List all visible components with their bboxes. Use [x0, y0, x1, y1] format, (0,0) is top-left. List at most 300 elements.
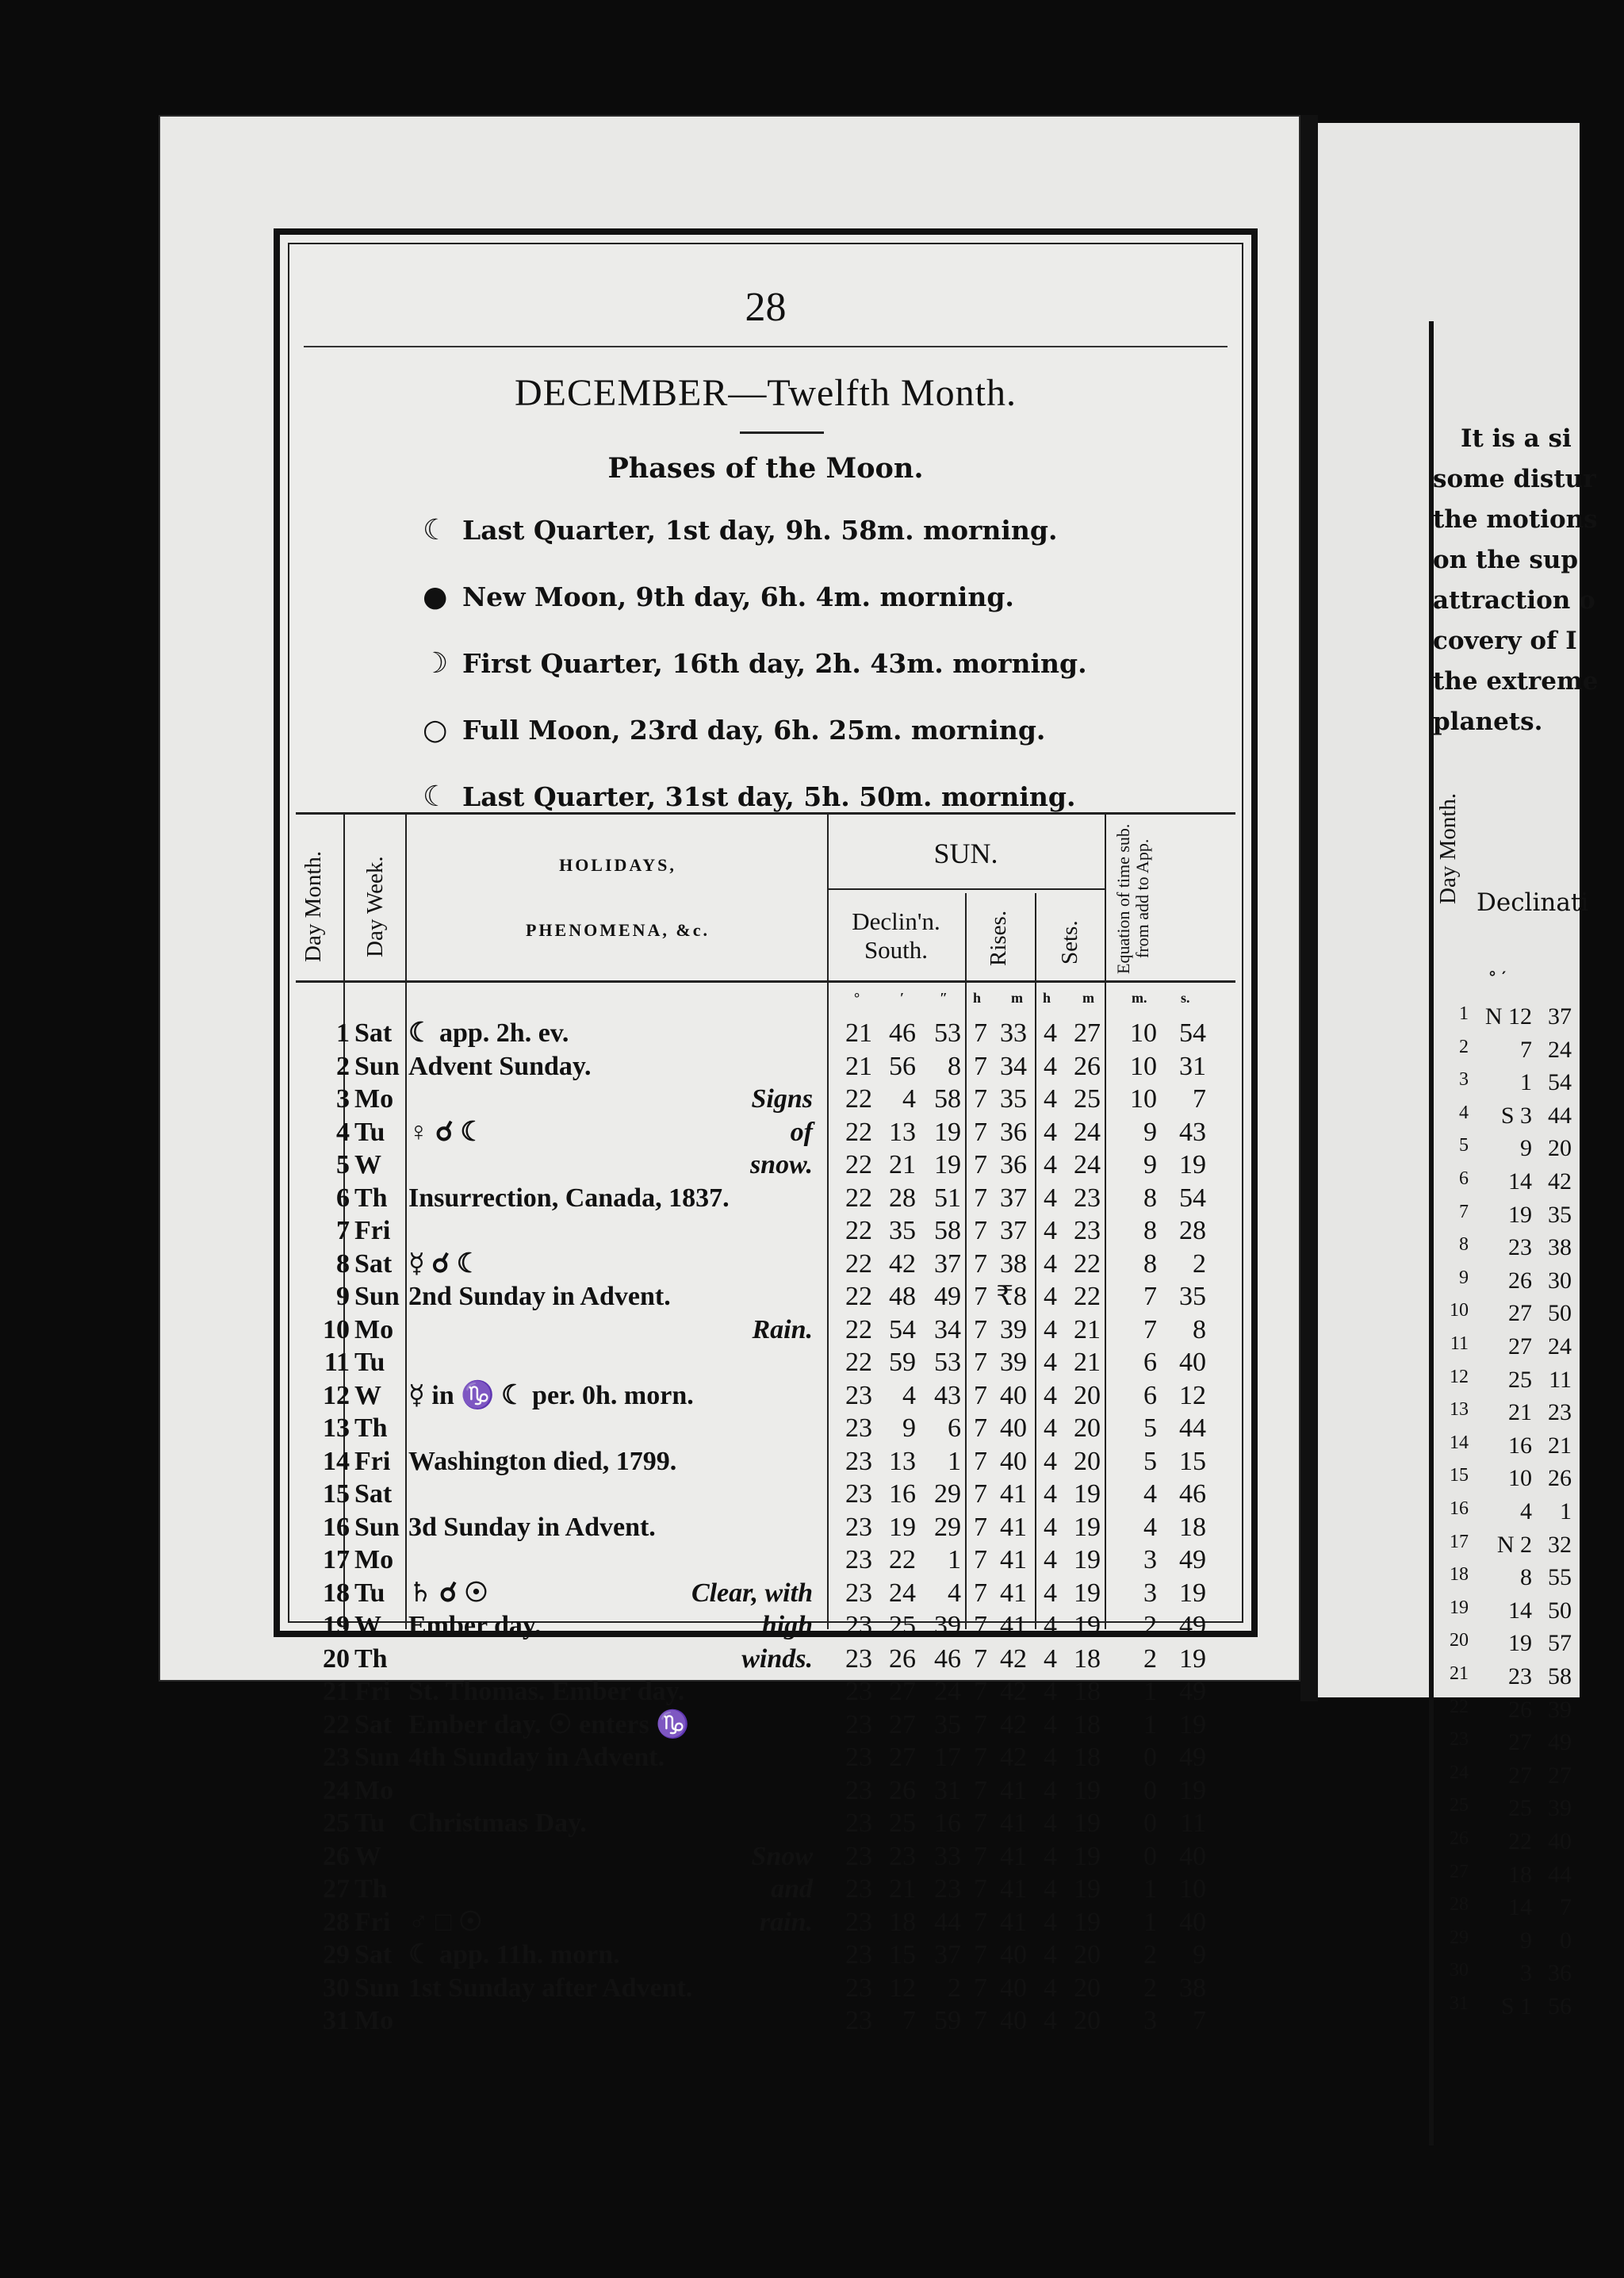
declination-degrees: 23 [845, 1643, 872, 1674]
right-minutes: 38 [1548, 1234, 1572, 1261]
header-declination: Declin'n. [852, 907, 940, 935]
declination-minutes: 26 [889, 1643, 916, 1674]
table-row [289, 1807, 1233, 1839]
right-degrees: 9 [1520, 1135, 1532, 1162]
right-minutes: 55 [1548, 1564, 1572, 1591]
equation-minutes: 3 [1143, 1545, 1157, 1574]
header-rule [304, 346, 1228, 347]
right-minutes: 35 [1548, 1201, 1572, 1228]
table-row [289, 1643, 1233, 1675]
holiday-phenomena: ☾ app. 2h. ev. [408, 1018, 569, 1048]
right-day: 1 [1459, 1003, 1469, 1024]
equation-minutes: 5 [1143, 1413, 1157, 1443]
right-minutes: 11 [1549, 1366, 1572, 1393]
day-of-week: W [354, 1841, 381, 1871]
right-day: 5 [1459, 1135, 1469, 1156]
day-of-week: Sun [354, 1973, 400, 2003]
right-day: 2 [1459, 1036, 1469, 1057]
header-sets: Sets. [1057, 920, 1082, 965]
day-of-week: W [354, 1150, 381, 1179]
equation-seconds: 54 [1179, 1183, 1206, 1213]
right-day: 28 [1450, 1894, 1469, 1916]
right-minutes: 44 [1548, 1102, 1572, 1129]
sunrise-minute: 35 [1000, 1084, 1027, 1114]
sunset-hour: 4 [1044, 1578, 1057, 1608]
right-day: 25 [1450, 1795, 1469, 1816]
declination-degrees: 23 [845, 1446, 872, 1476]
sunrise-minute: 41 [1000, 1512, 1027, 1542]
declination-seconds: 53 [934, 1348, 961, 1377]
day-of-month: 26 [323, 1841, 350, 1871]
holiday-phenomena: ♀ ☌ ☾ [408, 1117, 485, 1147]
table-row [289, 1873, 1233, 1905]
sunrise-minute: 41 [1000, 1611, 1027, 1640]
declination-minutes: 18 [889, 1907, 916, 1937]
holiday-phenomena: Insurrection, Canada, 1837. [408, 1183, 730, 1213]
declination-degrees: 23 [845, 1578, 872, 1608]
header-day-month: Day Month. [301, 850, 326, 963]
sunrise-hour: 7 [974, 1248, 987, 1279]
equation-seconds: 19 [1179, 1643, 1206, 1674]
sunset-minute: 22 [1074, 1248, 1101, 1279]
header-bottom-rule [296, 980, 1235, 983]
sunset-hour: 4 [1044, 1380, 1057, 1410]
sunset-hour: 4 [1044, 1743, 1057, 1772]
right-header-declination: Declinati [1477, 888, 1589, 917]
unit-rise-minutes: m [1011, 990, 1023, 1006]
equation-seconds: 19 [1179, 1775, 1206, 1805]
table-row [289, 1478, 1233, 1510]
moon-phase-item [423, 514, 1057, 546]
declination-minutes: 9 [902, 1413, 916, 1443]
day-of-month: 30 [323, 1973, 350, 2003]
table-row [289, 1214, 1233, 1247]
declination-seconds: 59 [934, 2006, 961, 2035]
sunrise-hour: 7 [974, 1084, 987, 1114]
declination-seconds: 53 [934, 1018, 961, 1048]
day-of-month: 25 [323, 1808, 350, 1838]
equation-minutes: 6 [1143, 1348, 1157, 1377]
right-minutes: 20 [1548, 1135, 1572, 1162]
declination-minutes: 56 [889, 1051, 916, 1081]
day-of-week: Sat [354, 1940, 393, 1969]
day-of-week: Mo [354, 1775, 394, 1805]
right-degrees: 14 [1508, 1168, 1532, 1195]
declination-degrees: 23 [845, 1940, 872, 1969]
first-quarter-icon: ☽ [423, 647, 449, 680]
sunset-minute: 20 [1074, 1413, 1101, 1443]
sunrise-minute: 41 [1000, 1578, 1027, 1608]
sun-header-rule [827, 888, 1105, 890]
declination-seconds: 35 [934, 1709, 961, 1739]
day-of-week: Th [354, 1183, 388, 1213]
declination-degrees: 23 [845, 1841, 872, 1871]
sunrise-hour: 7 [974, 1907, 987, 1937]
day-of-week: Fri [354, 1446, 391, 1476]
equation-minutes: 1 [1143, 1709, 1157, 1739]
declination-minutes: 21 [889, 1874, 916, 1904]
sunrise-hour: 7 [974, 1051, 987, 1081]
sunset-minute: 20 [1074, 1940, 1101, 1969]
sunrise-minute: 37 [1000, 1216, 1027, 1245]
holiday-phenomena: ☿ in ♑ ☾ per. 0h. morn. [408, 1380, 694, 1410]
sunrise-minute: 42 [1000, 1677, 1027, 1706]
sunset-hour: 4 [1044, 1018, 1057, 1048]
equation-seconds: 38 [1179, 1973, 1206, 2003]
sunset-hour: 4 [1044, 1611, 1057, 1640]
sunset-minute: 23 [1074, 1216, 1101, 1245]
table-row [289, 1939, 1233, 1971]
sunset-hour: 4 [1044, 1973, 1057, 2003]
sunrise-hour: 7 [974, 1512, 987, 1542]
right-day: 12 [1450, 1366, 1469, 1387]
declination-degrees: 22 [845, 1150, 872, 1179]
right-minutes: 50 [1548, 1300, 1572, 1327]
header-sun: SUN. [933, 838, 998, 869]
declination-minutes: 48 [889, 1282, 916, 1311]
sunrise-minute: ₹8 [996, 1282, 1027, 1311]
declination-minutes: 13 [889, 1117, 916, 1147]
right-day: 11 [1450, 1333, 1469, 1354]
table-row [289, 1182, 1233, 1214]
right-day: 17 [1450, 1531, 1469, 1552]
day-of-month: 1 [336, 1018, 350, 1048]
right-degrees: 27 [1508, 1333, 1532, 1360]
day-of-week: Fri [354, 1907, 391, 1937]
declination-minutes: 4 [902, 1084, 916, 1114]
table-row [289, 1774, 1233, 1807]
sunset-hour: 4 [1044, 1183, 1057, 1213]
sunset-minute: 26 [1074, 1051, 1101, 1081]
equation-minutes: 6 [1143, 1380, 1157, 1410]
weather-note: rain. [759, 1907, 813, 1937]
moon-phase-item [423, 581, 1014, 613]
equation-seconds: 44 [1179, 1413, 1206, 1443]
unit-equation-seconds: s. [1181, 990, 1190, 1006]
weather-note: Rain. [752, 1314, 813, 1344]
sunrise-minute: 40 [1000, 1380, 1027, 1410]
right-page-text-line: planets. [1433, 708, 1543, 736]
day-of-month: 19 [323, 1611, 350, 1640]
equation-minutes: 8 [1143, 1216, 1157, 1245]
sunrise-hour: 7 [974, 1117, 987, 1147]
right-day: 10 [1450, 1300, 1469, 1321]
right-page-text-line: attraction o [1433, 586, 1595, 615]
day-of-week: W [354, 1380, 381, 1410]
declination-degrees: 23 [845, 1808, 872, 1838]
right-day: 16 [1450, 1498, 1469, 1519]
equation-seconds: 8 [1193, 1314, 1206, 1344]
unit-set-minutes: m [1082, 990, 1094, 1006]
right-minutes: 40 [1548, 1828, 1572, 1854]
equation-seconds: 49 [1179, 1677, 1206, 1706]
day-of-month: 17 [323, 1545, 350, 1574]
declination-seconds: 4 [948, 1578, 961, 1608]
day-of-month: 7 [336, 1216, 350, 1245]
right-minutes: 32 [1548, 1531, 1572, 1558]
day-of-week: W [354, 1611, 381, 1640]
sunrise-hour: 7 [974, 1841, 987, 1871]
declination-seconds: 34 [934, 1314, 961, 1344]
declination-minutes: 26 [889, 1775, 916, 1805]
table-row [289, 1708, 1233, 1741]
day-of-month: 5 [336, 1150, 350, 1179]
declination-minutes: 27 [889, 1743, 916, 1772]
moon-phases-heading: Phases of the Moon. [607, 452, 924, 485]
right-minutes: 24 [1548, 1333, 1572, 1360]
table-row [289, 1675, 1233, 1708]
day-of-week: Tu [354, 1578, 385, 1608]
moon-phase-text: Last Quarter, 1st day, 9h. 58m. morning. [462, 515, 1058, 546]
day-of-month: 9 [336, 1282, 350, 1311]
moon-phase-item [423, 647, 1087, 680]
holiday-phenomena: 3d Sunday in Advent. [408, 1512, 656, 1542]
day-of-week: Mo [354, 1314, 394, 1344]
equation-seconds: 40 [1179, 1841, 1206, 1871]
sunset-minute: 23 [1074, 1183, 1101, 1213]
declination-degrees: 23 [845, 1677, 872, 1706]
sunset-hour: 4 [1044, 1348, 1057, 1377]
right-day: 21 [1450, 1663, 1469, 1684]
moon-phase-text: Full Moon, 23rd day, 6h. 25m. morning. [462, 715, 1046, 746]
sunset-minute: 18 [1074, 1643, 1101, 1674]
day-of-month: 11 [324, 1348, 350, 1377]
day-of-week: Sat [354, 1018, 393, 1048]
right-page-text-line: It is a si [1461, 424, 1572, 453]
declination-minutes: 35 [889, 1216, 916, 1245]
sunset-hour: 4 [1044, 1775, 1057, 1805]
equation-seconds: 46 [1179, 1479, 1206, 1509]
right-day: 23 [1450, 1729, 1469, 1751]
sunrise-hour: 7 [974, 1216, 987, 1245]
declination-degrees: 21 [845, 1051, 872, 1081]
last-quarter-icon: ☾ [423, 514, 449, 546]
sunset-minute: 27 [1074, 1018, 1101, 1048]
full-moon-icon: ○ [423, 714, 448, 746]
holiday-phenomena: Christmas Day. [408, 1808, 587, 1838]
declination-seconds: 31 [934, 1775, 961, 1805]
declination-minutes: 13 [889, 1446, 916, 1476]
day-of-week: Sat [354, 1479, 393, 1509]
equation-minutes: 5 [1143, 1446, 1157, 1476]
equation-minutes: 8 [1143, 1248, 1157, 1279]
declination-seconds: 33 [934, 1841, 961, 1871]
almanac-frame [274, 228, 1258, 2035]
holiday-phenomena: ☿ ☌ ☾ [408, 1248, 481, 1279]
day-of-month: 8 [336, 1248, 350, 1279]
declination-seconds: 29 [934, 1512, 961, 1542]
declination-seconds: 37 [934, 1248, 961, 1279]
sunrise-minute: 41 [1000, 1841, 1027, 1871]
sunset-minute: 19 [1074, 1907, 1101, 1937]
sunset-hour: 4 [1044, 1874, 1057, 1904]
table-top-rule [296, 812, 1235, 815]
right-minutes: 7 [1560, 1894, 1572, 1921]
equation-minutes: 0 [1143, 1743, 1157, 1772]
table-row [289, 1248, 1233, 1280]
header-day-week: Day Week. [362, 856, 388, 957]
sunset-hour: 4 [1044, 1940, 1057, 1969]
declination-seconds: 44 [934, 1907, 961, 1937]
sunrise-hour: 7 [974, 1709, 987, 1739]
equation-minutes: 0 [1143, 1808, 1157, 1838]
day-of-week: Th [354, 1413, 388, 1443]
right-day: 29 [1450, 1927, 1469, 1948]
equation-seconds: 31 [1179, 1051, 1206, 1081]
right-page-text-line: on the sup [1433, 546, 1579, 574]
right-day: 18 [1450, 1564, 1469, 1586]
right-minutes: 39 [1548, 1795, 1572, 1822]
sunset-hour: 4 [1044, 1479, 1057, 1509]
sunrise-hour: 7 [974, 1446, 987, 1476]
sunset-minute: 19 [1074, 1545, 1101, 1574]
sunrise-minute: 41 [1000, 1545, 1027, 1574]
right-day: 19 [1450, 1597, 1469, 1618]
declination-minutes: 27 [889, 1677, 916, 1706]
right-day: 3 [1459, 1069, 1469, 1091]
declination-seconds: 19 [934, 1117, 961, 1147]
sunset-hour: 4 [1044, 1512, 1057, 1542]
right-day: 15 [1450, 1465, 1469, 1486]
unit-rise-hours: h [973, 990, 982, 1006]
right-degrees: 21 [1508, 1399, 1532, 1426]
equation-seconds: 12 [1179, 1380, 1206, 1410]
right-degrees: 22 [1508, 1828, 1532, 1854]
equation-minutes: 4 [1143, 1512, 1157, 1542]
table-row [289, 2004, 1233, 2037]
equation-minutes: 1 [1143, 1874, 1157, 1904]
sunset-hour: 4 [1044, 1117, 1057, 1147]
declination-degrees: 23 [845, 1413, 872, 1443]
equation-minutes: 4 [1143, 1479, 1157, 1509]
sunrise-hour: 7 [974, 1775, 987, 1805]
holiday-phenomena: ♂ □ ☉ [408, 1907, 483, 1937]
weather-note: winds. [741, 1643, 813, 1674]
sunrise-hour: 7 [974, 1643, 987, 1674]
declination-degrees: 23 [845, 1611, 872, 1640]
sunset-hour: 4 [1044, 1808, 1057, 1838]
right-degrees: 19 [1508, 1630, 1532, 1657]
sunrise-minute: 38 [1000, 1248, 1027, 1279]
sunset-minute: 18 [1074, 1677, 1101, 1706]
equation-seconds: 15 [1179, 1446, 1206, 1476]
sunset-minute: 19 [1074, 1874, 1101, 1904]
equation-seconds: 49 [1179, 1611, 1206, 1640]
declination-seconds: 37 [934, 1940, 961, 1969]
sunset-hour: 4 [1044, 1150, 1057, 1179]
right-degrees: 25 [1508, 1366, 1532, 1393]
table-row [289, 1313, 1233, 1346]
holiday-phenomena: Washington died, 1799. [408, 1446, 677, 1476]
sunrise-hour: 7 [974, 1578, 987, 1608]
declination-seconds: 6 [948, 1413, 961, 1443]
day-of-week: Fri [354, 1216, 391, 1245]
declination-minutes: 7 [902, 2006, 916, 2035]
right-degrees: 19 [1508, 1201, 1532, 1228]
day-of-week: Sun [354, 1282, 400, 1311]
declination-seconds: 43 [934, 1380, 961, 1410]
weather-note: high [761, 1611, 813, 1640]
right-minutes: 49 [1548, 1729, 1572, 1756]
declination-minutes: 46 [889, 1018, 916, 1048]
right-degrees: 10 [1508, 1465, 1532, 1492]
day-of-month: 16 [323, 1512, 350, 1542]
table-row [289, 1972, 1233, 2004]
holiday-phenomena: Ember day. ☉ enters ♑ [408, 1709, 690, 1739]
equation-minutes: 1 [1143, 1677, 1157, 1706]
sunset-minute: 21 [1074, 1348, 1101, 1377]
day-of-week: Tu [354, 1117, 385, 1147]
equation-minutes: 2 [1143, 1611, 1157, 1640]
declination-seconds: 19 [934, 1150, 961, 1179]
declination-seconds: 49 [934, 1282, 961, 1311]
declination-degrees: 23 [845, 1775, 872, 1805]
right-degrees: 23 [1508, 1663, 1532, 1689]
declination-seconds: 58 [934, 1084, 961, 1114]
table-row [289, 1017, 1233, 1049]
sunset-minute: 20 [1074, 2006, 1101, 2035]
declination-minutes: 27 [889, 1709, 916, 1739]
day-of-month: 31 [323, 2006, 350, 2035]
right-day: 13 [1450, 1399, 1469, 1421]
declination-minutes: 23 [889, 1841, 916, 1871]
right-day: 6 [1459, 1168, 1469, 1189]
equation-minutes: 10 [1130, 1018, 1157, 1048]
declination-degrees: 22 [845, 1348, 872, 1377]
declination-seconds: 51 [934, 1183, 961, 1213]
weather-note: and [771, 1874, 813, 1904]
declination-degrees: 22 [845, 1117, 872, 1147]
day-of-week: Tu [354, 1348, 385, 1377]
table-row [289, 1741, 1233, 1774]
weather-note: snow. [749, 1150, 813, 1179]
holiday-phenomena: 4th Sunday in Advent. [408, 1743, 665, 1772]
day-of-week: Sun [354, 1051, 400, 1081]
sunrise-minute: 40 [1000, 1940, 1027, 1969]
right-degrees: 26 [1508, 1267, 1532, 1294]
moon-phase-item [423, 714, 1045, 746]
right-minutes: 58 [1548, 1663, 1572, 1689]
day-of-week: Tu [354, 1808, 385, 1838]
declination-minutes: 25 [889, 1808, 916, 1838]
equation-minutes: 8 [1143, 1183, 1157, 1213]
sunset-minute: 18 [1074, 1743, 1101, 1772]
sunrise-minute: 39 [1000, 1314, 1027, 1344]
right-minutes: 42 [1548, 1168, 1572, 1195]
sunrise-hour: 7 [974, 1018, 987, 1048]
declination-minutes: 12 [889, 1973, 916, 2003]
day-of-month: 18 [323, 1578, 350, 1608]
day-of-month: 21 [323, 1677, 350, 1706]
holiday-phenomena: 1st Sunday after Advent. [408, 1973, 693, 2003]
right-minutes: 21 [1548, 1432, 1572, 1459]
day-of-week: Sun [354, 1512, 400, 1542]
table-row [289, 1609, 1233, 1642]
equation-seconds: 19 [1179, 1150, 1206, 1179]
day-of-month: 14 [323, 1446, 350, 1476]
right-page-text-line: the motions [1433, 505, 1598, 534]
sunset-hour: 4 [1044, 1677, 1057, 1706]
declination-degrees: 22 [845, 1084, 872, 1114]
table-row [289, 1577, 1233, 1609]
sunset-minute: 20 [1074, 1446, 1101, 1476]
right-day: 8 [1459, 1234, 1469, 1256]
moon-phase-text: Last Quarter, 31st day, 5h. 50m. morning. [462, 781, 1076, 812]
day-of-month: 29 [323, 1940, 350, 1969]
sunset-hour: 4 [1044, 1282, 1057, 1311]
equation-minutes: 2 [1143, 1940, 1157, 1969]
declination-degrees: 23 [845, 1380, 872, 1410]
